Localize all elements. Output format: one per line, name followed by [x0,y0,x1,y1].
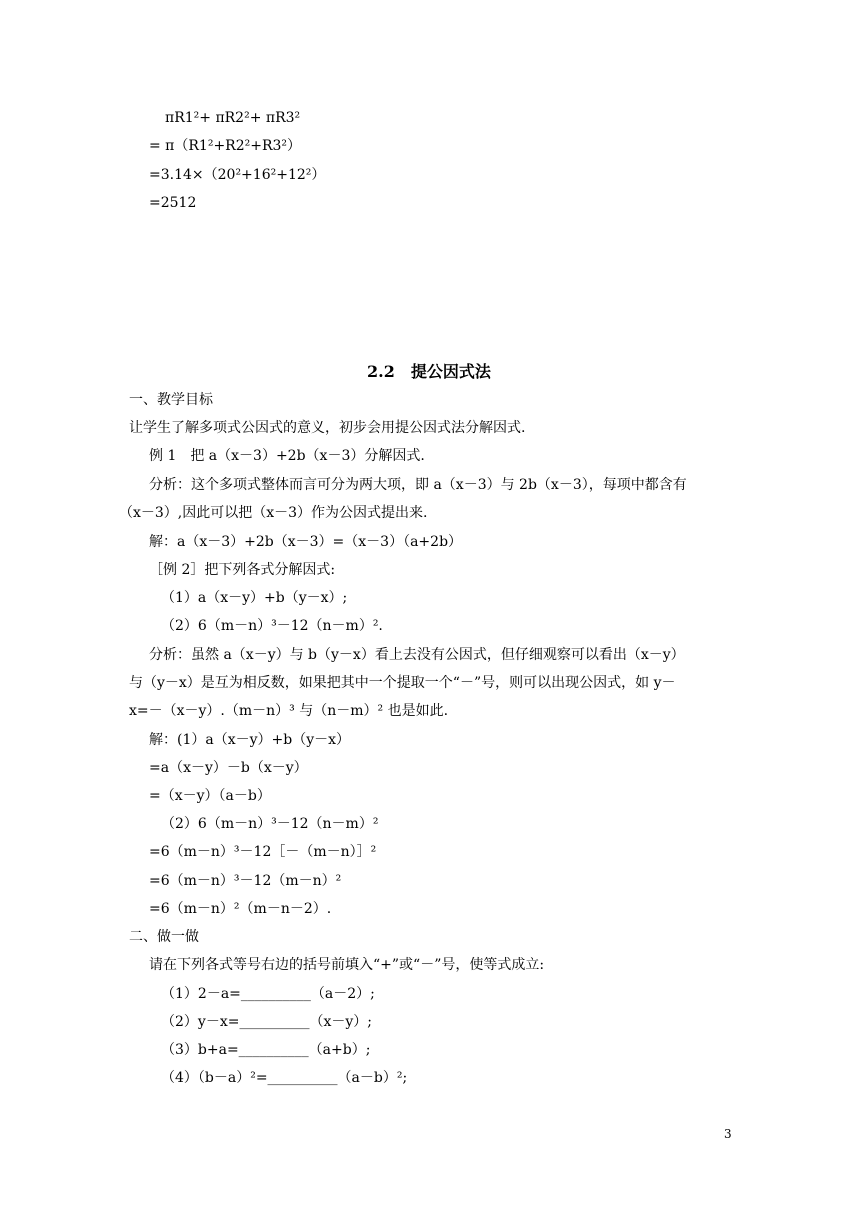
formula-line-3: =3.14×（20²+16²+12²） [149,167,326,183]
solution-2-line: =（x－y）（a－b） [149,788,271,804]
analysis-1-line-1: 分析：这个多项式整体而言可分为两大项，即 a（x－3）与 2b（x－3），每项中都含有 [149,477,687,493]
analysis-1-line-2: （x－3）,因此可以把（x－3）作为公因式提出来. [119,505,428,521]
exercise-item: （2）y－x=__________（x－y）; [161,1014,372,1030]
goal-text: 让学生了解多项式公因式的意义，初步会用提公因式法分解因式. [129,420,526,436]
analysis-2-line-1: 分析：虽然 a（x－y）与 b（y－x）看上去没有公因式，但仔细观察可以看出（x－y） [149,647,685,663]
analysis-2-line-2: 与（y－x）是互为相反数，如果把其中一个提取一个“－”号，则可以出现公因式，如 y－ [129,675,676,691]
solution-1: 解：a（x－3）+2b（x－3）=（x－3）（a+2b） [149,534,463,550]
example-2-item-1: （1）a（x－y）+b（y－x）; [161,590,348,606]
heading-practice: 二、做一做 [129,929,199,945]
solution-2-line: =6（m－n）³－12（m－n）² [149,873,342,889]
solution-2-line: =6（m－n）²（m－n－2）. [149,901,332,917]
exercise-item: （3）b+a=__________（a+b）; [161,1042,371,1058]
formula-line-2: = π（R1²+R2²+R3²） [149,138,302,154]
exercise-intro: 请在下列各式等号右边的括号前填入“+”或“－”号，使等式成立: [149,957,545,973]
formula-line-1: πR1²+ πR2²+ πR3² [165,110,301,126]
page-number: 3 [724,1127,732,1141]
solution-2-line: =a（x－y）－b（x－y） [149,760,308,776]
exercise-item: （4）（b－a）²=__________（a－b）²; [161,1070,408,1086]
solution-2-line: （2）6（m－n）³－12（n－m）² [161,816,379,832]
heading-teaching-goals: 一、教学目标 [129,392,213,408]
solution-2-line: 解：(1）a（x－y）+b（y－x） [149,732,351,748]
example-2-item-2: （2）6（m－n）³－12（n－m）². [161,618,383,634]
solution-2-line: =6（m－n）³－12［－（m－n）］² [149,844,377,860]
example-2: ［例 2］把下列各式分解因式: [149,562,336,578]
exercise-item: （1）2－a=__________（a－2）; [161,986,375,1002]
section-title: 2.2 提公因式法 [367,362,491,381]
formula-line-4: =2512 [149,195,197,211]
example-1: 例 1 把 a（x－3）+2b（x－3）分解因式. [149,448,425,464]
analysis-2-line-3: x=－（x－y）.（m－n）³ 与（n－m）² 也是如此. [129,703,449,719]
